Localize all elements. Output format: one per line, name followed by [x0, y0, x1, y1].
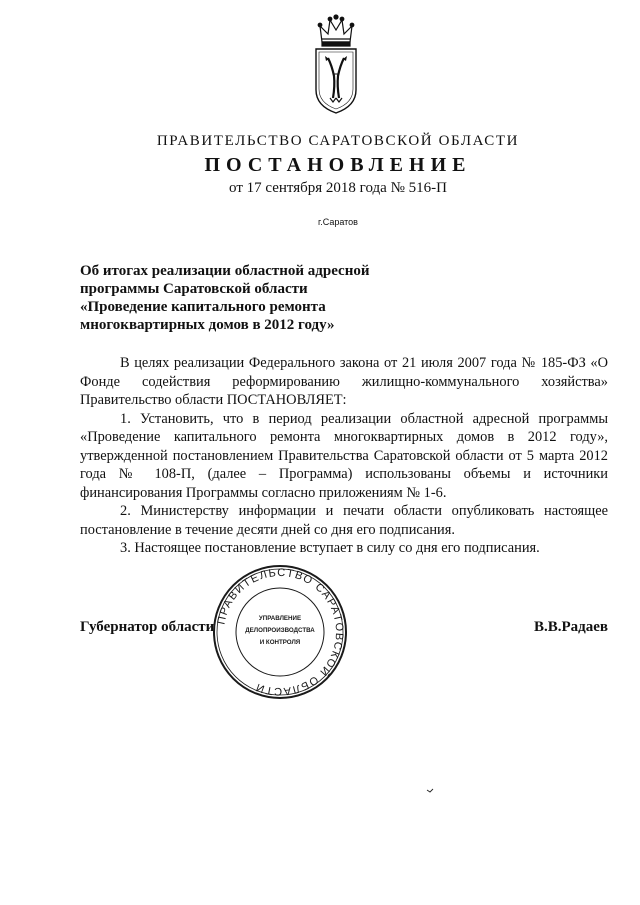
item-1-paragraph: 1. Установить, что в период реализации областной адресной программы «Проведение капитального ремонта многоквартирных домов в 2012 году», утвержденной постановлением Правительства Саратовской области от 5 марта 2012 года № 108-П, (далее – Программа) использованы объемы и источники финансирования Программы согласно приложениям № 1-6.	[80, 410, 608, 501]
title-line: программы Саратовской области	[80, 281, 308, 297]
official-stamp	[210, 562, 350, 702]
stamp-outer-text: ПРАВИТЕЛЬСТВО САРАТОВСКОЙ ОБЛАСТИ	[215, 566, 346, 698]
item-2-paragraph: 2. Министерству информации и печати области опубликовать настоящее постановление в течение десяти дней со дня его подписания.	[80, 503, 608, 538]
stamp-inner-line: И КОНТРОЛЯ	[259, 639, 301, 646]
coat-of-arms-emblem	[308, 12, 364, 116]
document-type-heading: ПОСТАНОВЛЕНИЕ	[204, 154, 472, 176]
stray-pen-mark	[426, 788, 434, 794]
government-name: ПРАВИТЕЛЬСТВО САРАТОВСКОЙ ОБЛАСТИ	[156, 133, 520, 149]
stamp-inner-line: УПРАВЛЕНИЕ	[258, 615, 302, 622]
signatory-name: В.В.Радаев	[533, 619, 608, 635]
signatory-position: Губернатор области	[80, 619, 215, 635]
title-line: Об итогах реализации областной адресной	[80, 263, 370, 279]
stamp-inner-line: ДЕЛОПРОИЗВОДСТВА	[245, 627, 315, 634]
document-body	[80, 354, 608, 558]
preamble-paragraph: В целях реализации Федерального закона от 21 июля 2007 года № 185-ФЗ «О Фонде содействия реформированию жилищно-коммунального хозяйства» Правительство области ПОСТАНОВЛЯЕТ:	[80, 355, 608, 408]
item-3-paragraph: 3. Настоящее постановление вступает в силу со дня его подписания.	[120, 540, 540, 556]
document-date-number: от 17 сентября 2018 года № 516-П	[229, 180, 447, 196]
title-line: многоквартирных домов в 2012 году»	[80, 317, 335, 333]
document-title	[80, 262, 440, 334]
title-line: «Проведение капитального ремонта	[80, 299, 326, 315]
document-city: г.Саратов	[318, 217, 358, 227]
